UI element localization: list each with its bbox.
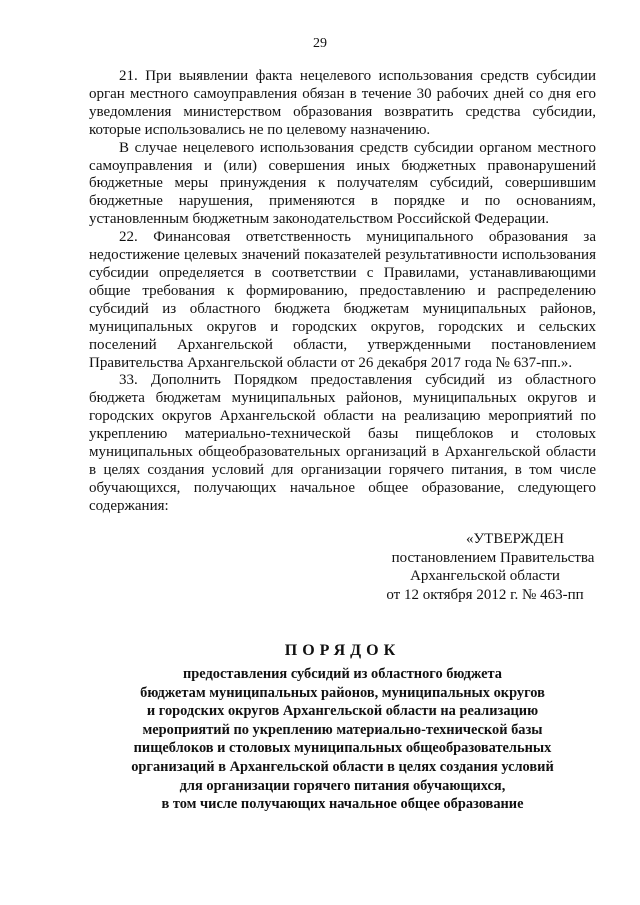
approval-line-3: от 12 октября 2012 г. № 463-пп [386, 586, 584, 603]
approval-line-1: постановлением Правительства [391, 549, 595, 566]
page-number: 29 [313, 36, 327, 51]
heading-line: пищеблоков и столовых муниципальных общеобразовательных [133, 740, 552, 757]
heading-line: бюджетам муниципальных районов, муниципальных округов [140, 684, 545, 701]
heading-line: для организации горячего питания обучающихся, [179, 777, 506, 794]
heading-line: организаций в Архангельской области в целях создания условий [131, 758, 554, 775]
paragraph-22: 22. Финансовая ответственность муниципального образования за недостижение целевых значений показателей результативности использования субсидии определяется в соответствии с Правилами, устанавливающими общие требования к формированию, предоставлению и распределению субсидий из областного бюджета бюджетам муниципальных районов, муниципальных округов и городских округов, городских и сельских поселений Архангельской области, утвержденными постановлением Правительства Архангельской области от 26 декабря 2017 года № 637-пп.». [89, 229, 596, 371]
heading-line: предоставления субсидий из областного бюджета [183, 666, 502, 682]
paragraph-33: 33. Дополнить Порядком предоставления субсидий из областного бюджета бюджетам муниципальных районов, муниципальных округов и городских округов Архангельской области на реализацию мероприятий по укреплению материально-технической базы пищеблоков и столовых муниципальных общеобразовательных организаций в Архангельской области в целях создания условий для организации горячего питания, в том числе обучающихся, получающих начальное общее образование, следующего содержания: [89, 372, 596, 514]
body-text [89, 68, 596, 516]
approval-line-2: Архангельской области [410, 568, 560, 584]
approval-title: «УТВЕРЖДЕН [466, 531, 564, 547]
heading-line: в том числе получающих начальное общее образование [161, 796, 524, 813]
heading-subtitle [89, 665, 596, 814]
approval-block [372, 530, 598, 604]
paragraph-misuse: В случае нецелевого использования средств субсидии органом местного самоуправления и (или) совершения иных бюджетных правонарушений бюджетные меры принуждения к получателям субсидий, совершившим бюджетные нарушения, применяются в порядке и по основаниям, установленным бюджетным законодательством Российской Федерации. [89, 139, 596, 228]
order-heading [89, 641, 596, 814]
heading-line: и городских округов Архангельской области на реализацию [146, 703, 539, 720]
heading-title: ПОРЯДОК [284, 642, 401, 659]
heading-line: мероприятий по укреплению материально-технической базы [142, 721, 543, 738]
paragraph-21: 21. При выявлении факта нецелевого использования средств субсидии орган местного самоуправления обязан в течение 30 рабочих дней со дня его уведомления министерством образования возвратить средства субсидии, которые использовались не по целевому назначению. [89, 68, 596, 138]
